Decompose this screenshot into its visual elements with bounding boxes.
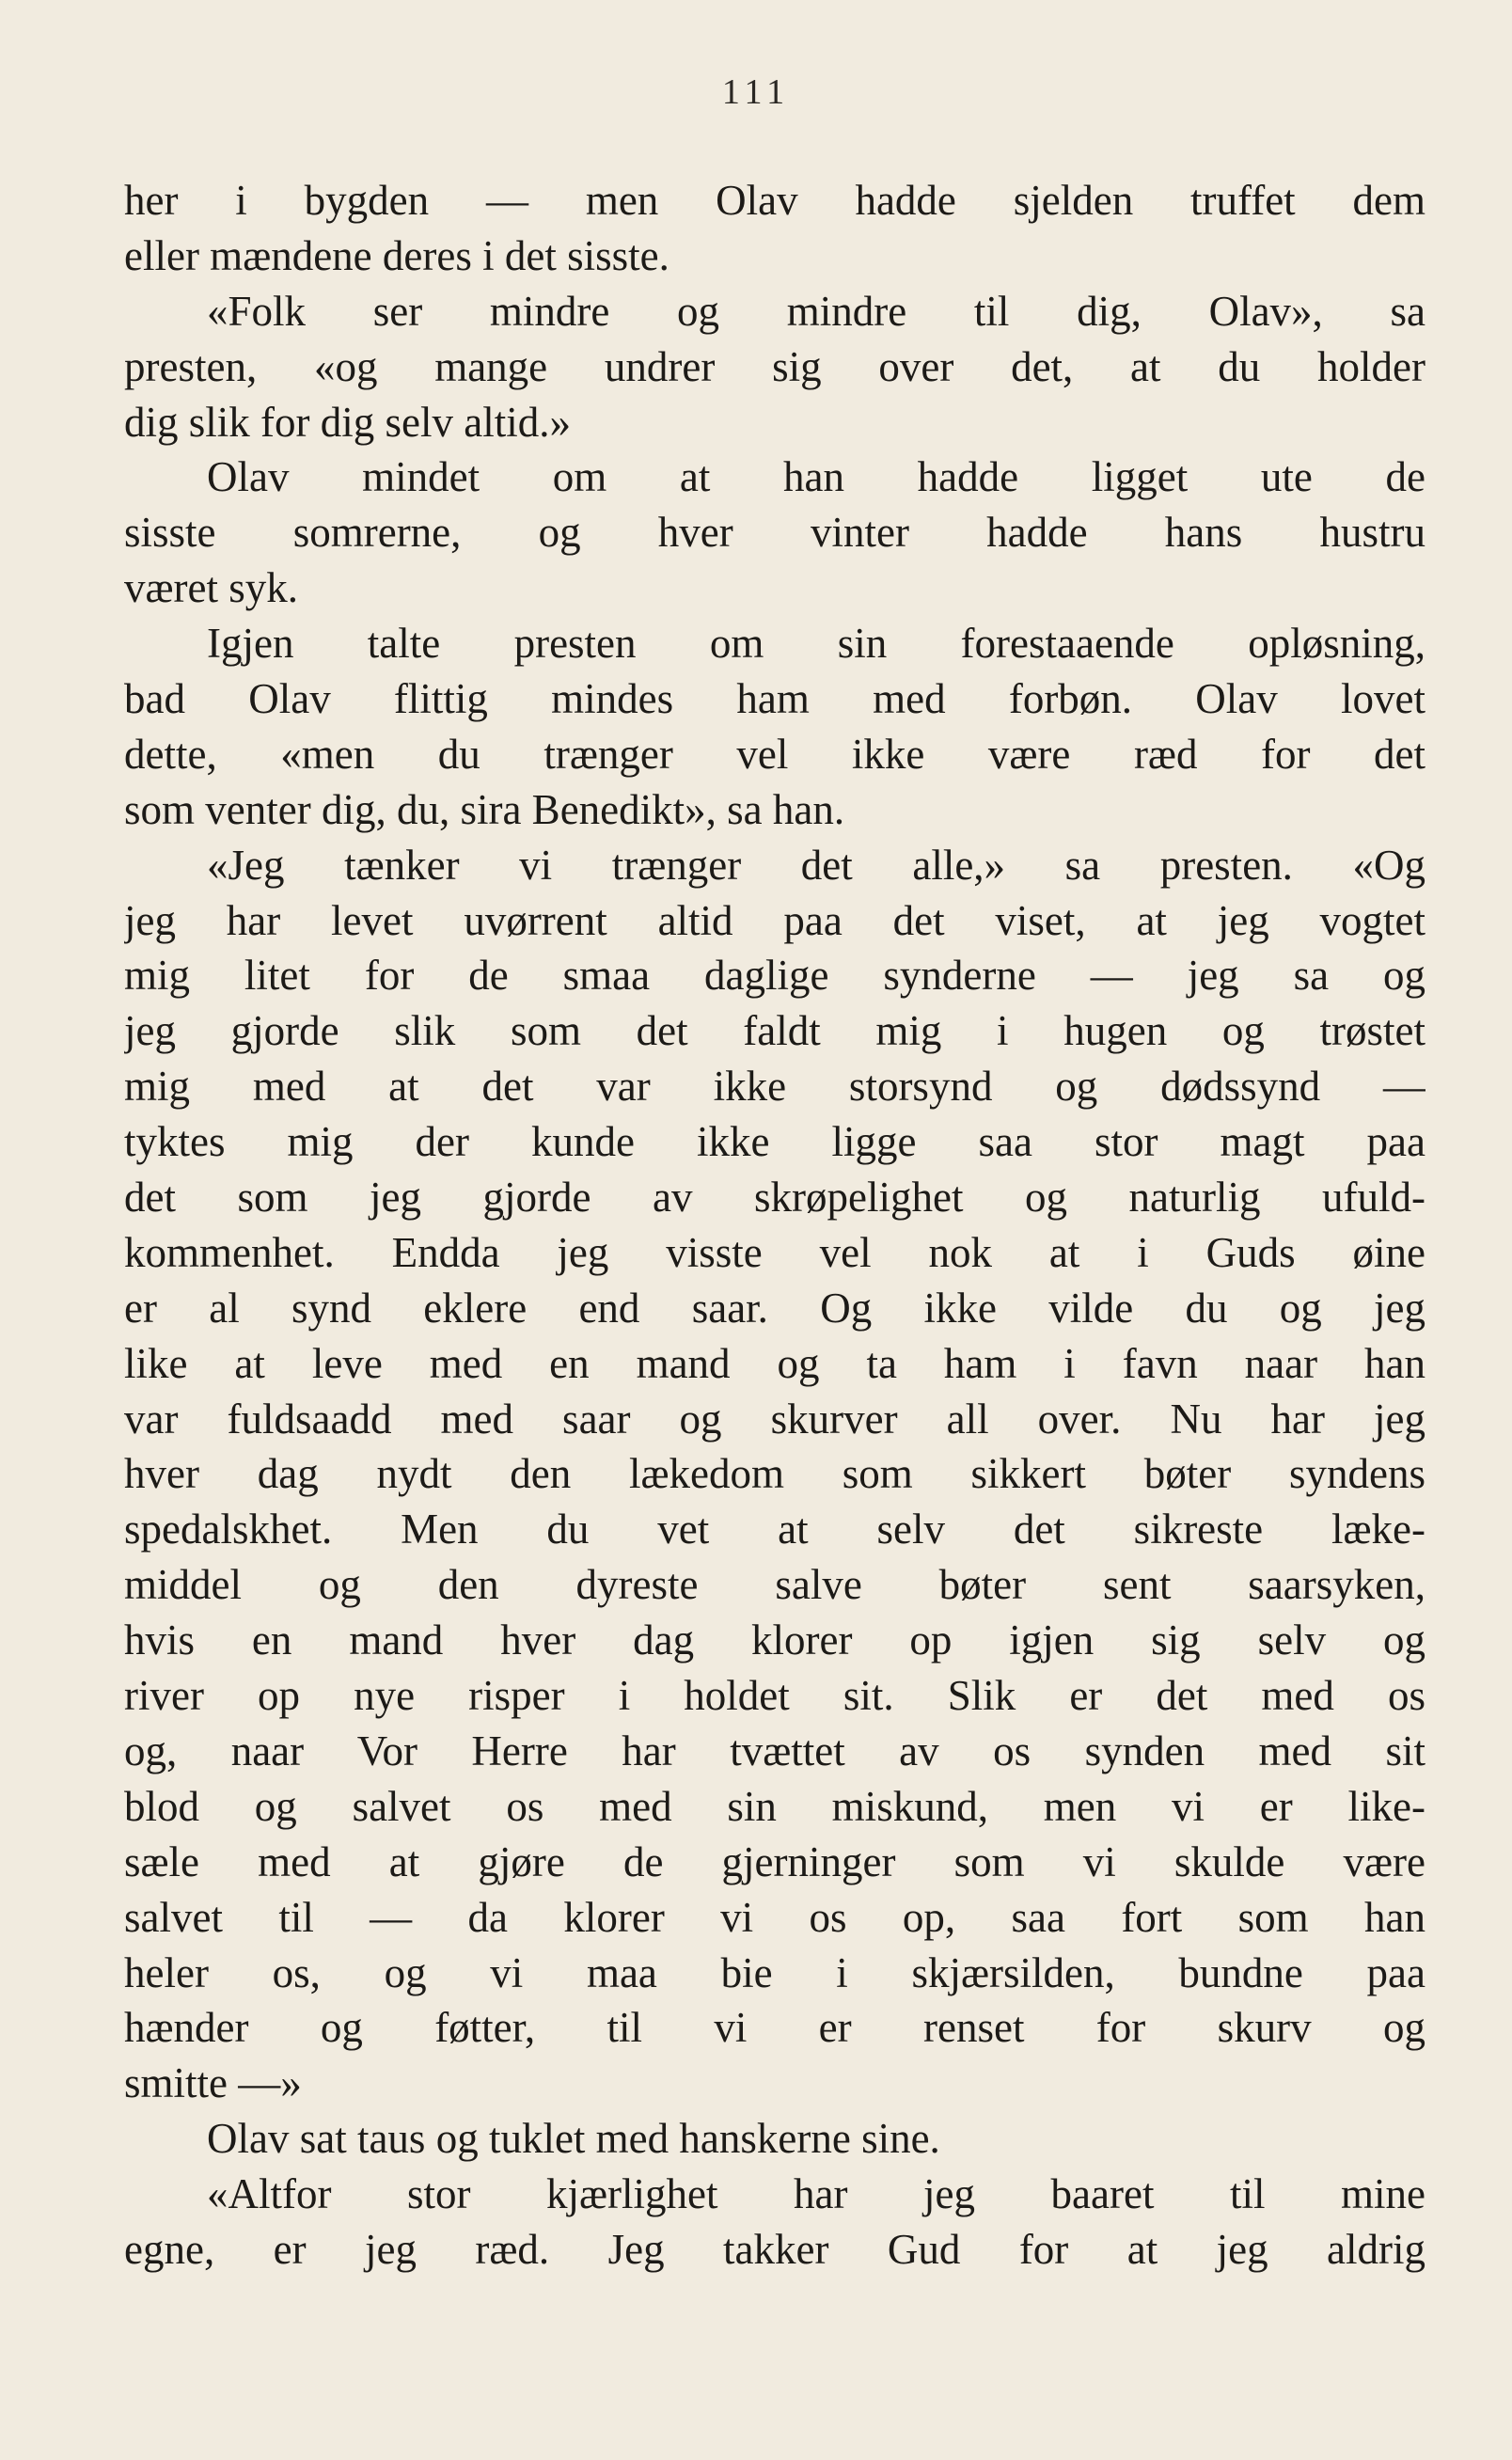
text-line: Olav sat taus og tuklet med hanskerne sine. — [207, 2115, 940, 2163]
page-number: 111 — [721, 72, 791, 112]
text-line: var fuldsaadd med saar og skurver all over. Nu har jeg — [124, 1395, 1425, 1443]
text-line: «Jeg tænker vi trænger det alle,» sa presten. «Og — [207, 841, 1425, 889]
text-line: smitte —» — [124, 2059, 302, 2107]
text-line: blod og salvet os med sin miskund, men vi er like- — [124, 1782, 1425, 1830]
text-line: kommenhet. Endda jeg visste vel nok at i Guds øine — [124, 1228, 1425, 1276]
text-line: det som jeg gjorde av skrøpelighet og naturlig ufuld- — [124, 1174, 1425, 1222]
text-line: «Altfor stor kjærlighet har jeg baaret til mine — [207, 2170, 1425, 2218]
text-line: hænder og føtter, til vi er renset for skurv og — [124, 2004, 1425, 2052]
text-line: og, naar Vor Herre har tvættet av os synden med sit — [124, 1727, 1425, 1774]
text-line: middel og den dyreste salve bøter sent saarsyken, — [124, 1561, 1425, 1609]
text-line: like at leve med en mand og ta ham i favn naar han — [124, 1339, 1425, 1387]
text-line: jeg gjorde slik som det faldt mig i hugen og trøstet — [124, 1007, 1425, 1055]
text-line: presten, «og mange undrer sig over det, at du holder — [124, 342, 1425, 390]
text-line: er al synd eklere end saar. Og ikke vilde du og jeg — [124, 1284, 1425, 1332]
text-line: jeg har levet uvørrent altid paa det viset, at jeg vogtet — [124, 896, 1425, 944]
body-text — [124, 173, 1425, 2278]
text-line: heler os, og vi maa bie i skjærsilden, bundne paa — [124, 1948, 1425, 1996]
text-line: river op nye risper i holdet sit. Slik er det med os — [124, 1672, 1425, 1720]
text-line: som venter dig, du, sira Benedikt», sa han. — [124, 785, 845, 833]
text-line: Olav mindet om at han hadde ligget ute de — [207, 453, 1425, 501]
text-line: egne, er jeg ræd. Jeg takker Gud for at jeg aldrig — [124, 2225, 1425, 2273]
text-line: bad Olav flittig mindes ham med forbøn. Olav lovet — [124, 675, 1425, 723]
text-line: Igjen talte presten om sin forestaaende opløsning, — [207, 620, 1425, 668]
text-line: mig med at det var ikke storsynd og dødssynd — — [124, 1063, 1425, 1111]
text-line: salvet til — da klorer vi os op, saa fort som han — [124, 1893, 1425, 1941]
text-line: «Folk ser mindre og mindre til dig, Olav», sa — [207, 287, 1425, 335]
text-line: her i bygden — men Olav hadde sjelden truffet dem — [124, 177, 1425, 224]
text-line: hver dag nydt den lækedom som sikkert bøter syndens — [124, 1450, 1425, 1498]
text-line: spedalskhet. Men du vet at selv det sikreste læke- — [124, 1506, 1425, 1553]
text-line: sæle med at gjøre de gjerninger som vi skulde være — [124, 1837, 1425, 1885]
text-line: eller mændene deres i det sisste. — [124, 231, 669, 279]
text-line: været syk. — [124, 564, 298, 612]
text-line: mig litet for de smaa daglige synderne — jeg sa og — [124, 952, 1425, 1000]
text-line: dette, «men du trænger vel ikke være ræd for det — [124, 730, 1425, 778]
text-line: dig slik for dig selv altid.» — [124, 398, 571, 446]
text-line: hvis en mand hver dag klorer op igjen sig selv og — [124, 1616, 1425, 1664]
text-line: tyktes mig der kunde ikke ligge saa stor magt paa — [124, 1118, 1425, 1166]
text-line: sisste somrerne, og hver vinter hadde hans hustru — [124, 509, 1425, 557]
